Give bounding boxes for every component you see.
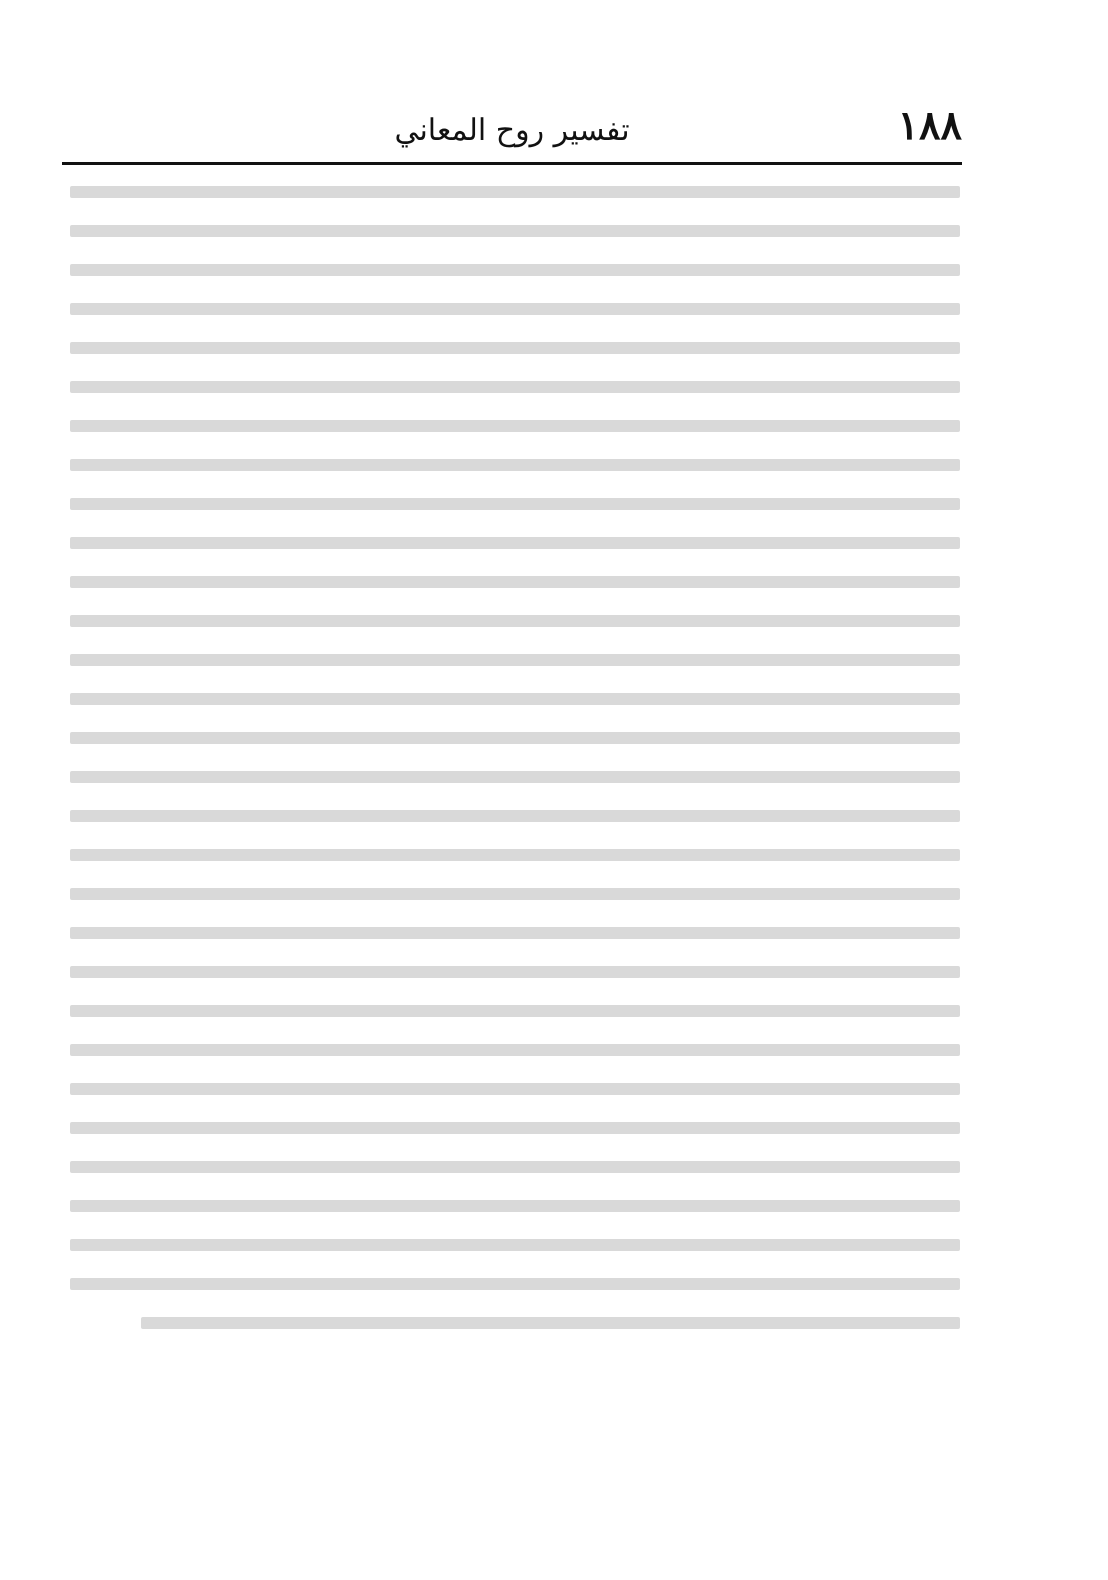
text-line (70, 406, 960, 445)
text-line (70, 679, 960, 718)
text-line-placeholder (70, 927, 960, 939)
header-rule (62, 162, 962, 165)
text-line (70, 289, 960, 328)
text-line (70, 562, 960, 601)
text-line (70, 1069, 960, 1108)
text-line (70, 1303, 960, 1342)
text-line-placeholder (70, 459, 960, 471)
text-line (70, 640, 960, 679)
text-line-placeholder (70, 225, 960, 237)
text-line-placeholder (70, 537, 960, 549)
text-line-placeholder (70, 1161, 960, 1173)
text-line (70, 328, 960, 367)
text-line-placeholder (70, 420, 960, 432)
text-line-placeholder (70, 576, 960, 588)
text-line (70, 601, 960, 640)
text-line-placeholder (70, 1239, 960, 1251)
text-line (70, 1225, 960, 1264)
text-line-placeholder (70, 1122, 960, 1134)
text-line (70, 523, 960, 562)
text-line-placeholder (70, 1044, 960, 1056)
text-line-placeholder (70, 1200, 960, 1212)
text-line-placeholder (70, 1005, 960, 1017)
text-line (70, 445, 960, 484)
text-line (70, 211, 960, 250)
text-line-placeholder (70, 966, 960, 978)
running-title: تفسير روح المعاني (394, 113, 630, 148)
text-line (70, 484, 960, 523)
text-line (70, 250, 960, 289)
text-line (70, 172, 960, 211)
text-line (70, 1264, 960, 1303)
text-line (70, 757, 960, 796)
text-line-placeholder (70, 498, 960, 510)
text-line (70, 367, 960, 406)
text-line (70, 1147, 960, 1186)
text-line-placeholder (70, 303, 960, 315)
text-line (70, 718, 960, 757)
text-line-placeholder (70, 186, 960, 198)
text-line-placeholder (70, 654, 960, 666)
text-line (70, 1030, 960, 1069)
text-line-placeholder (70, 732, 960, 744)
text-line (70, 874, 960, 913)
text-line (70, 835, 960, 874)
page-number: ١٨٨ (897, 102, 962, 149)
text-line-placeholder (70, 693, 960, 705)
text-line-placeholder (70, 810, 960, 822)
text-line-placeholder (141, 1317, 960, 1329)
text-line (70, 796, 960, 835)
text-line-placeholder (70, 264, 960, 276)
page-header (62, 100, 962, 156)
text-line-placeholder (70, 1278, 960, 1290)
text-line-placeholder (70, 888, 960, 900)
text-line (70, 1186, 960, 1225)
text-line-placeholder (70, 342, 960, 354)
text-line (70, 991, 960, 1030)
text-line (70, 1108, 960, 1147)
text-line-placeholder (70, 381, 960, 393)
text-line-placeholder (70, 771, 960, 783)
text-line-placeholder (70, 1083, 960, 1095)
text-line (70, 913, 960, 952)
text-line (70, 952, 960, 991)
text-line-placeholder (70, 849, 960, 861)
body-text (70, 172, 960, 1342)
text-line-placeholder (70, 615, 960, 627)
